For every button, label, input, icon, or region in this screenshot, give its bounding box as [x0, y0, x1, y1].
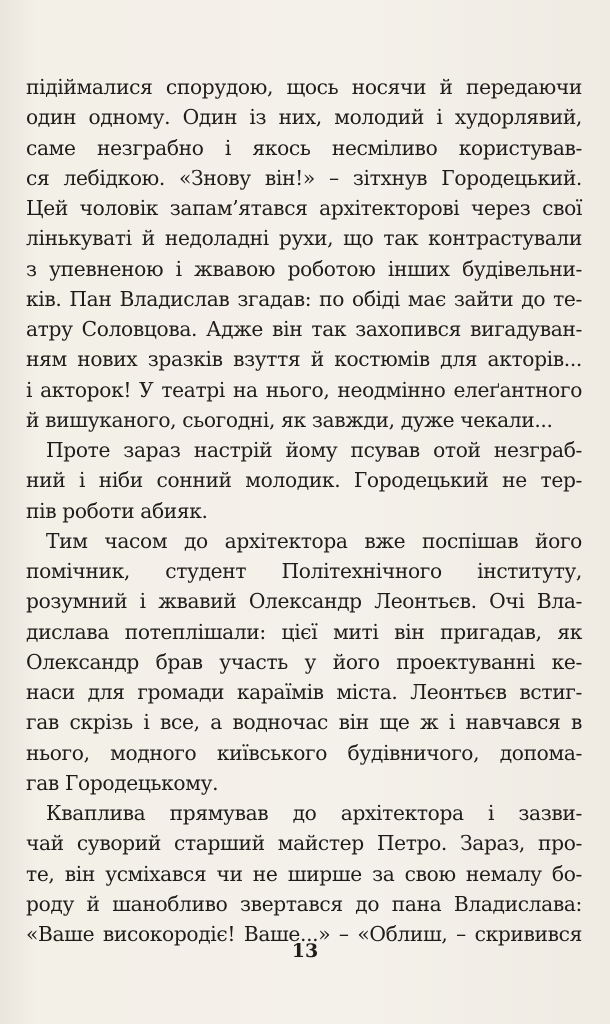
text-line: нього, модного київського будівничого, допома-	[26, 740, 582, 765]
text-line: підіймалися спорудою, щось носячи й передаючи	[26, 75, 582, 99]
text-line: Кваплива прямував до архітектора і зазви-	[46, 801, 582, 825]
text-line: й вишуканого, сьогодні, як завжди, дуже чекали...	[26, 407, 553, 432]
text-line: і акторок! У театрі на нього, неодмінно елеґантного	[26, 377, 582, 402]
text-line: один одному. Один із них, молодий і худорлявий,	[26, 105, 582, 130]
text-line: ся лебідкою. «Знову він!» – зітхнув Городецький.	[26, 165, 582, 190]
text-line: «Ваше високородіє! Ваше...» – «Облиш, – скривився	[26, 922, 582, 946]
text-line: роду й шанобливо звертався до пана Владислава:	[26, 891, 582, 916]
text-line: атру Соловцова. Адже він так захопився вигадуван-	[26, 317, 582, 341]
text-line: пів роботи абияк.	[26, 498, 208, 523]
text-line: з упевненою і жвавою роботою інших будівельни-	[26, 256, 582, 281]
text-line: ний і ніби сонний молодик. Городецький не тер-	[26, 468, 582, 493]
text-line: ням нових зразків взуття й костюмів для акторів...	[26, 347, 582, 372]
body-text	[26, 72, 582, 949]
text-line: Цей чоловік запам’ятався архітекторові через свої	[26, 196, 582, 220]
paragraph-1	[26, 72, 582, 435]
text-line: Тим часом до архітектора вже поспішав його	[46, 528, 582, 553]
text-line: розумний і жвавий Олександр Леонтьєв. Очі Вла-	[26, 589, 582, 614]
text-line: помічник, студент Політехнічного інституту,	[26, 559, 582, 583]
text-line: дислава потеплішали: цієї миті він пригадав, як	[26, 619, 582, 644]
page-number: 13	[291, 940, 319, 962]
paragraph-3	[26, 526, 582, 798]
text-line: те, він усміхався чи не ширше за свою немалу бо-	[26, 861, 582, 886]
text-line: ків. Пан Владислав згадав: по обіді має зайти до те-	[26, 286, 582, 311]
text-line: наси для громади караїмів міста. Леонтьєв встиг-	[26, 680, 582, 704]
paragraph-4	[26, 798, 582, 949]
text-line: саме незграбно і якось несміливо користував-	[26, 135, 582, 160]
text-line: гав Городецькому.	[26, 770, 219, 795]
text-line: Проте зараз настрій йому псував отой незграб-	[46, 438, 582, 462]
text-line: Олександр брав участь у його проектуванні ке-	[26, 649, 582, 674]
paragraph-2	[26, 435, 582, 526]
text-line: лінькуваті й недоладні рухи, що так контрастували	[26, 226, 582, 251]
text-line: чай суворий старший майстер Петро. Зараз, про-	[26, 831, 582, 856]
text-line: гав скрізь і все, а водночас він ще ж і навчався в	[26, 710, 582, 735]
